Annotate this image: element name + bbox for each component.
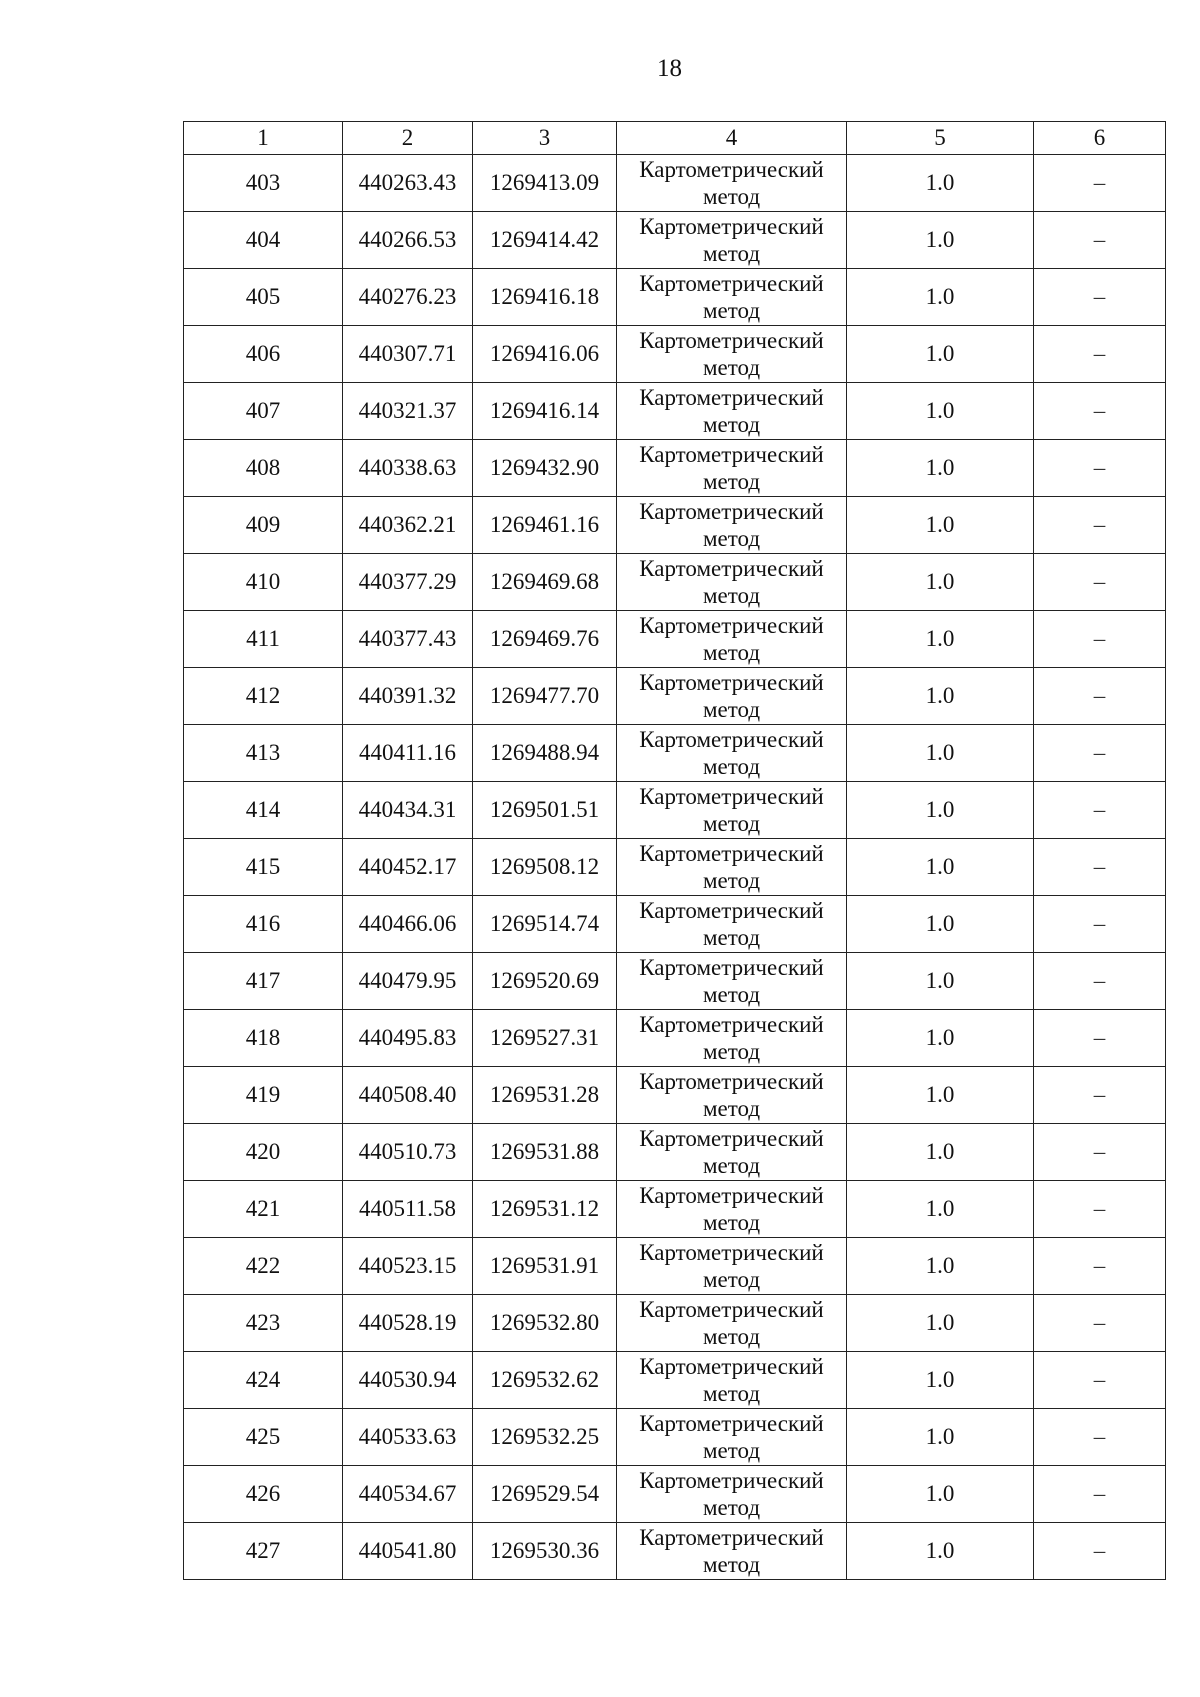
method-cell <box>617 212 847 269</box>
x-coordinate-cell: 440541.80 <box>343 1523 473 1580</box>
note-cell: – <box>1034 896 1166 953</box>
x-coordinate-cell: 440266.53 <box>343 212 473 269</box>
y-coordinate-cell: 1269477.70 <box>473 668 617 725</box>
method-line-1: Картометрический <box>639 727 824 752</box>
method-line-1: Картометрический <box>639 442 824 467</box>
header-cell-6: 6 <box>1034 122 1166 155</box>
note-cell: – <box>1034 269 1166 326</box>
accuracy-cell: 1.0 <box>847 269 1034 326</box>
method-line-2: метод <box>702 868 761 893</box>
y-coordinate-cell: 1269416.14 <box>473 383 617 440</box>
point-number-cell: 404 <box>184 212 343 269</box>
accuracy-cell: 1.0 <box>847 326 1034 383</box>
note-cell: – <box>1034 1181 1166 1238</box>
method-cell <box>617 1523 847 1580</box>
note-cell: – <box>1034 1466 1166 1523</box>
method-cell <box>617 725 847 782</box>
method-line-1: Картометрический <box>639 1468 824 1493</box>
note-cell: – <box>1034 1352 1166 1409</box>
x-coordinate-cell: 440523.15 <box>343 1238 473 1295</box>
y-coordinate-cell: 1269508.12 <box>473 839 617 896</box>
point-number-cell: 415 <box>184 839 343 896</box>
x-coordinate-cell: 440508.40 <box>343 1067 473 1124</box>
table-row <box>184 155 1166 212</box>
point-number-cell: 421 <box>184 1181 343 1238</box>
accuracy-cell: 1.0 <box>847 1295 1034 1352</box>
accuracy-cell: 1.0 <box>847 668 1034 725</box>
x-coordinate-cell: 440377.43 <box>343 611 473 668</box>
header-row <box>184 122 1166 155</box>
method-line-1: Картометрический <box>639 271 824 296</box>
method-cell <box>617 155 847 212</box>
point-number-cell: 408 <box>184 440 343 497</box>
method-line-2: метод <box>702 1153 761 1178</box>
table-row <box>184 953 1166 1010</box>
accuracy-cell: 1.0 <box>847 1238 1034 1295</box>
method-line-2: метод <box>702 1210 761 1235</box>
method-line-2: метод <box>702 1381 761 1406</box>
point-number-cell: 426 <box>184 1466 343 1523</box>
accuracy-cell: 1.0 <box>847 1067 1034 1124</box>
table-row <box>184 1010 1166 1067</box>
method-line-2: метод <box>702 640 761 665</box>
point-number-cell: 406 <box>184 326 343 383</box>
accuracy-cell: 1.0 <box>847 1523 1034 1580</box>
method-line-2: метод <box>702 355 761 380</box>
y-coordinate-cell: 1269520.69 <box>473 953 617 1010</box>
note-cell: – <box>1034 326 1166 383</box>
accuracy-cell: 1.0 <box>847 155 1034 212</box>
header-cell-5: 5 <box>847 122 1034 155</box>
point-number-cell: 410 <box>184 554 343 611</box>
method-line-1: Картометрический <box>639 1012 824 1037</box>
method-line-1: Картометрический <box>639 214 824 239</box>
method-cell <box>617 1466 847 1523</box>
method-cell <box>617 383 847 440</box>
note-cell: – <box>1034 611 1166 668</box>
y-coordinate-cell: 1269530.36 <box>473 1523 617 1580</box>
method-line-1: Картометрический <box>639 898 824 923</box>
note-cell: – <box>1034 725 1166 782</box>
x-coordinate-cell: 440511.58 <box>343 1181 473 1238</box>
method-line-2: метод <box>702 469 761 494</box>
table-row <box>184 896 1166 953</box>
method-cell <box>617 1295 847 1352</box>
y-coordinate-cell: 1269469.68 <box>473 554 617 611</box>
method-line-1: Картометрический <box>639 1069 824 1094</box>
x-coordinate-cell: 440411.16 <box>343 725 473 782</box>
method-line-1: Картометрический <box>639 328 824 353</box>
table-row <box>184 1352 1166 1409</box>
method-line-1: Картометрический <box>639 784 824 809</box>
table-row <box>184 725 1166 782</box>
method-line-2: метод <box>702 1324 761 1349</box>
y-coordinate-cell: 1269531.28 <box>473 1067 617 1124</box>
table-row <box>184 440 1166 497</box>
point-number-cell: 427 <box>184 1523 343 1580</box>
y-coordinate-cell: 1269532.25 <box>473 1409 617 1466</box>
x-coordinate-cell: 440434.31 <box>343 782 473 839</box>
table-body <box>184 155 1166 1580</box>
method-line-1: Картометрический <box>639 670 824 695</box>
method-cell <box>617 839 847 896</box>
method-cell <box>617 1067 847 1124</box>
accuracy-cell: 1.0 <box>847 1409 1034 1466</box>
note-cell: – <box>1034 839 1166 896</box>
table-row <box>184 326 1166 383</box>
method-line-1: Картометрический <box>639 556 824 581</box>
method-line-2: метод <box>702 1039 761 1064</box>
y-coordinate-cell: 1269488.94 <box>473 725 617 782</box>
method-line-2: метод <box>702 184 761 209</box>
x-coordinate-cell: 440530.94 <box>343 1352 473 1409</box>
method-line-1: Картометрический <box>639 1126 824 1151</box>
note-cell: – <box>1034 782 1166 839</box>
method-line-2: метод <box>702 1438 761 1463</box>
point-number-cell: 409 <box>184 497 343 554</box>
x-coordinate-cell: 440321.37 <box>343 383 473 440</box>
method-line-2: метод <box>702 1552 761 1577</box>
y-coordinate-cell: 1269532.80 <box>473 1295 617 1352</box>
y-coordinate-cell: 1269414.42 <box>473 212 617 269</box>
method-line-1: Картометрический <box>639 1240 824 1265</box>
table-row <box>184 1523 1166 1580</box>
method-line-1: Картометрический <box>639 1354 824 1379</box>
point-number-cell: 405 <box>184 269 343 326</box>
header-cell-3: 3 <box>473 122 617 155</box>
table-row <box>184 782 1166 839</box>
y-coordinate-cell: 1269514.74 <box>473 896 617 953</box>
x-coordinate-cell: 440263.43 <box>343 155 473 212</box>
point-number-cell: 422 <box>184 1238 343 1295</box>
y-coordinate-cell: 1269432.90 <box>473 440 617 497</box>
table-row <box>184 611 1166 668</box>
note-cell: – <box>1034 1523 1166 1580</box>
method-cell <box>617 1010 847 1067</box>
accuracy-cell: 1.0 <box>847 1466 1034 1523</box>
note-cell: – <box>1034 383 1166 440</box>
method-line-1: Картометрический <box>639 1183 824 1208</box>
method-line-1: Картометрический <box>639 385 824 410</box>
table-row <box>184 1067 1166 1124</box>
method-line-1: Картометрический <box>639 157 824 182</box>
x-coordinate-cell: 440495.83 <box>343 1010 473 1067</box>
accuracy-cell: 1.0 <box>847 953 1034 1010</box>
accuracy-cell: 1.0 <box>847 782 1034 839</box>
x-coordinate-cell: 440338.63 <box>343 440 473 497</box>
point-number-cell: 407 <box>184 383 343 440</box>
accuracy-cell: 1.0 <box>847 497 1034 554</box>
x-coordinate-cell: 440362.21 <box>343 497 473 554</box>
table-row <box>184 554 1166 611</box>
header-cell-1: 1 <box>184 122 343 155</box>
method-cell <box>617 269 847 326</box>
x-coordinate-cell: 440391.32 <box>343 668 473 725</box>
method-line-2: метод <box>702 1096 761 1121</box>
x-coordinate-cell: 440452.17 <box>343 839 473 896</box>
table-row <box>184 1295 1166 1352</box>
note-cell: – <box>1034 212 1166 269</box>
x-coordinate-cell: 440510.73 <box>343 1124 473 1181</box>
method-line-2: метод <box>702 583 761 608</box>
point-number-cell: 425 <box>184 1409 343 1466</box>
table-row <box>184 668 1166 725</box>
point-number-cell: 411 <box>184 611 343 668</box>
method-line-2: метод <box>702 241 761 266</box>
accuracy-cell: 1.0 <box>847 725 1034 782</box>
method-line-2: метод <box>702 1267 761 1292</box>
x-coordinate-cell: 440479.95 <box>343 953 473 1010</box>
table-row <box>184 497 1166 554</box>
method-cell <box>617 326 847 383</box>
y-coordinate-cell: 1269531.88 <box>473 1124 617 1181</box>
note-cell: – <box>1034 554 1166 611</box>
note-cell: – <box>1034 155 1166 212</box>
note-cell: – <box>1034 1010 1166 1067</box>
page-number: 18 <box>657 55 682 82</box>
accuracy-cell: 1.0 <box>847 896 1034 953</box>
note-cell: – <box>1034 1238 1166 1295</box>
point-number-cell: 420 <box>184 1124 343 1181</box>
y-coordinate-cell: 1269531.91 <box>473 1238 617 1295</box>
y-coordinate-cell: 1269469.76 <box>473 611 617 668</box>
note-cell: – <box>1034 1067 1166 1124</box>
method-line-2: метод <box>702 526 761 551</box>
method-line-1: Картометрический <box>639 1411 824 1436</box>
x-coordinate-cell: 440377.29 <box>343 554 473 611</box>
table-row <box>184 1124 1166 1181</box>
method-line-1: Картометрический <box>639 613 824 638</box>
method-line-1: Картометрический <box>639 1525 824 1550</box>
y-coordinate-cell: 1269531.12 <box>473 1181 617 1238</box>
method-line-2: метод <box>702 298 761 323</box>
method-cell <box>617 497 847 554</box>
point-number-cell: 412 <box>184 668 343 725</box>
method-cell <box>617 782 847 839</box>
method-line-2: метод <box>702 982 761 1007</box>
method-cell <box>617 1352 847 1409</box>
y-coordinate-cell: 1269413.09 <box>473 155 617 212</box>
method-cell <box>617 1124 847 1181</box>
x-coordinate-cell: 440466.06 <box>343 896 473 953</box>
method-cell <box>617 896 847 953</box>
method-cell <box>617 440 847 497</box>
x-coordinate-cell: 440528.19 <box>343 1295 473 1352</box>
accuracy-cell: 1.0 <box>847 839 1034 896</box>
point-number-cell: 403 <box>184 155 343 212</box>
point-number-cell: 416 <box>184 896 343 953</box>
note-cell: – <box>1034 953 1166 1010</box>
note-cell: – <box>1034 668 1166 725</box>
accuracy-cell: 1.0 <box>847 1124 1034 1181</box>
note-cell: – <box>1034 440 1166 497</box>
note-cell: – <box>1034 1295 1166 1352</box>
accuracy-cell: 1.0 <box>847 554 1034 611</box>
point-number-cell: 424 <box>184 1352 343 1409</box>
accuracy-cell: 1.0 <box>847 611 1034 668</box>
table-row <box>184 1409 1166 1466</box>
accuracy-cell: 1.0 <box>847 1010 1034 1067</box>
point-number-cell: 419 <box>184 1067 343 1124</box>
method-cell <box>617 668 847 725</box>
method-line-2: метод <box>702 697 761 722</box>
method-cell <box>617 611 847 668</box>
y-coordinate-cell: 1269416.06 <box>473 326 617 383</box>
note-cell: – <box>1034 1409 1166 1466</box>
table-row <box>184 1466 1166 1523</box>
method-line-2: метод <box>702 1495 761 1520</box>
table-row <box>184 212 1166 269</box>
method-line-1: Картометрический <box>639 499 824 524</box>
method-cell <box>617 953 847 1010</box>
x-coordinate-cell: 440307.71 <box>343 326 473 383</box>
method-cell <box>617 1238 847 1295</box>
accuracy-cell: 1.0 <box>847 440 1034 497</box>
table-row <box>184 269 1166 326</box>
method-line-2: метод <box>702 811 761 836</box>
x-coordinate-cell: 440534.67 <box>343 1466 473 1523</box>
method-cell <box>617 1409 847 1466</box>
header-cell-4: 4 <box>617 122 847 155</box>
header-cell-2: 2 <box>343 122 473 155</box>
note-cell: – <box>1034 1124 1166 1181</box>
y-coordinate-cell: 1269529.54 <box>473 1466 617 1523</box>
y-coordinate-cell: 1269527.31 <box>473 1010 617 1067</box>
table-row <box>184 383 1166 440</box>
x-coordinate-cell: 440276.23 <box>343 269 473 326</box>
coordinates-table <box>183 121 1166 1580</box>
y-coordinate-cell: 1269532.62 <box>473 1352 617 1409</box>
accuracy-cell: 1.0 <box>847 1181 1034 1238</box>
note-cell: – <box>1034 497 1166 554</box>
accuracy-cell: 1.0 <box>847 212 1034 269</box>
method-line-2: метод <box>702 412 761 437</box>
point-number-cell: 413 <box>184 725 343 782</box>
method-line-1: Картометрический <box>639 1297 824 1322</box>
method-cell <box>617 1181 847 1238</box>
y-coordinate-cell: 1269416.18 <box>473 269 617 326</box>
table-row <box>184 1181 1166 1238</box>
point-number-cell: 414 <box>184 782 343 839</box>
point-number-cell: 423 <box>184 1295 343 1352</box>
x-coordinate-cell: 440533.63 <box>343 1409 473 1466</box>
table-row <box>184 839 1166 896</box>
method-line-2: метод <box>702 925 761 950</box>
point-number-cell: 417 <box>184 953 343 1010</box>
accuracy-cell: 1.0 <box>847 383 1034 440</box>
point-number-cell: 418 <box>184 1010 343 1067</box>
y-coordinate-cell: 1269501.51 <box>473 782 617 839</box>
method-line-2: метод <box>702 754 761 779</box>
method-cell <box>617 554 847 611</box>
table-row <box>184 1238 1166 1295</box>
method-line-1: Картометрический <box>639 841 824 866</box>
y-coordinate-cell: 1269461.16 <box>473 497 617 554</box>
accuracy-cell: 1.0 <box>847 1352 1034 1409</box>
method-line-1: Картометрический <box>639 955 824 980</box>
